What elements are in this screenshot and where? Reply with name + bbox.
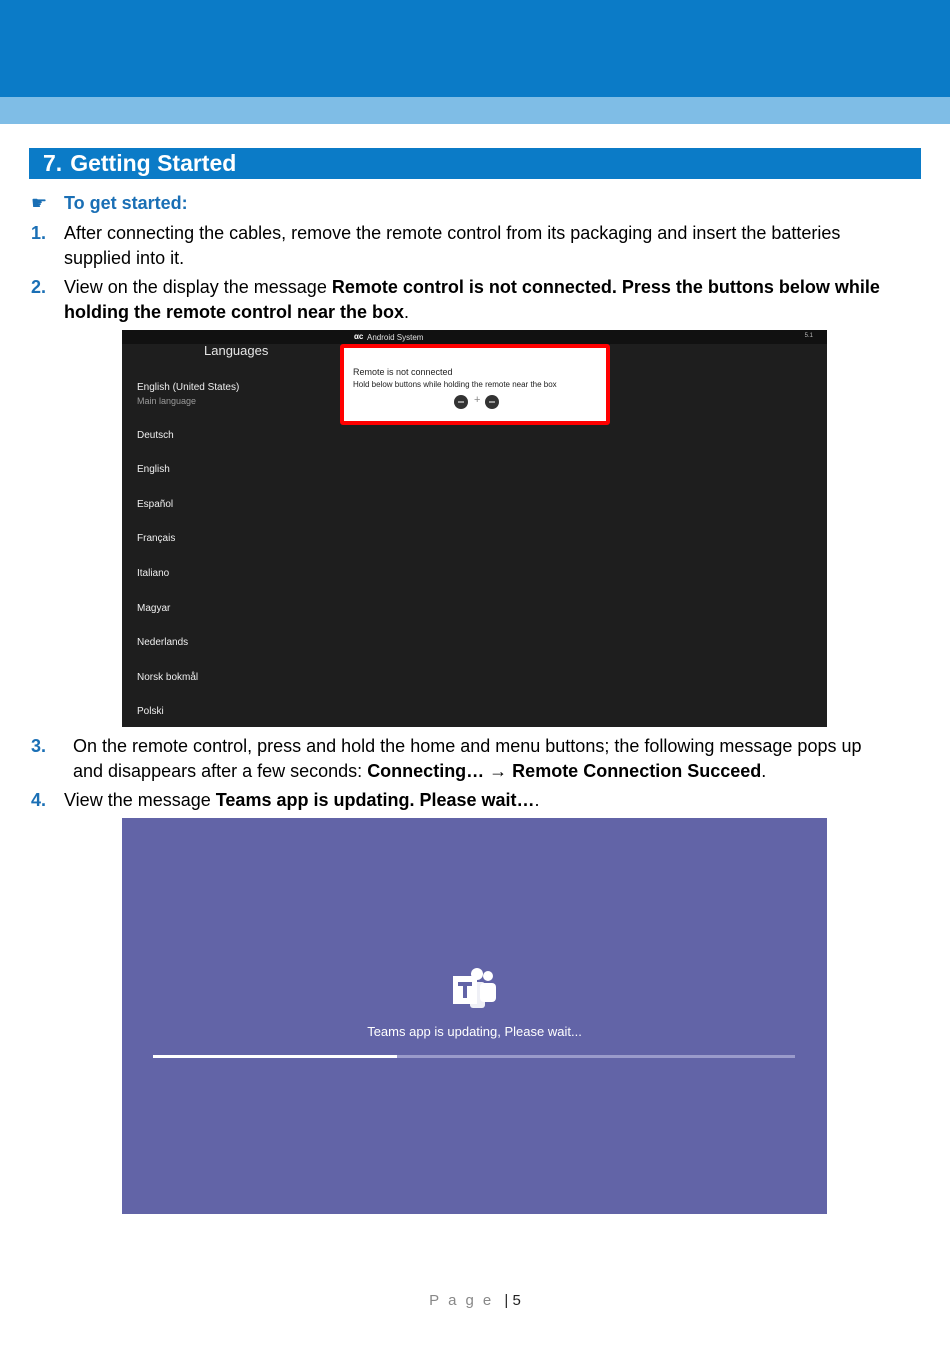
step-2-post: . — [404, 302, 410, 322]
language-item-8[interactable]: Norsk bokmål — [137, 672, 199, 683]
teams-logo-icon — [450, 966, 500, 1016]
step-1-line-2: supplied into it. — [64, 248, 185, 268]
section-heading — [29, 148, 921, 179]
progress-bar — [153, 1055, 795, 1058]
status-bar — [122, 330, 827, 344]
page-separator: | — [504, 1292, 509, 1309]
section-number: 7. — [43, 150, 63, 176]
step-4-text — [64, 788, 894, 813]
page-footer — [0, 1292, 950, 1309]
language-item-0[interactable]: English (United States) — [137, 382, 240, 393]
step-3-line-1: On the remote control, press and hold the home and menu buttons; the following message pops up — [73, 736, 862, 756]
language-item-2[interactable]: English — [137, 464, 170, 475]
language-item-5[interactable]: Italiano — [137, 568, 170, 579]
step-number-4: 4. — [31, 790, 47, 810]
popup-message: Hold below buttons while holding the remote near the box — [353, 380, 557, 389]
status-logo: αc — [354, 332, 364, 341]
step-1-line-1: After connecting the cables, remove the remote control from its packaging and insert the batteries — [64, 223, 841, 243]
menu-button-icon — [485, 395, 499, 409]
language-item-1[interactable]: Deutsch — [137, 430, 174, 441]
page-label: Page — [429, 1292, 501, 1309]
popup-title: Remote is not connected — [353, 367, 453, 377]
plus-sign: + — [474, 394, 481, 406]
step-3-text — [73, 734, 923, 784]
teams-updating-screen — [122, 818, 827, 1214]
android-language-screen — [122, 330, 827, 727]
language-item-0-sub: Main language — [137, 396, 197, 406]
language-item-4[interactable]: Français — [137, 533, 176, 544]
step-1-text — [64, 221, 894, 271]
teams-update-message: Teams app is updating, Please wait... — [367, 1024, 582, 1039]
step-2-bold-2: holding the remote control near the box — [64, 302, 405, 322]
step-4-post: . — [534, 790, 540, 810]
step-number-3: 3. — [31, 736, 47, 756]
step-4-pre: View the message — [64, 790, 216, 810]
pointing-hand-icon: ☛ — [31, 193, 48, 213]
language-item-9[interactable]: Polski — [137, 706, 164, 717]
language-item-3[interactable]: Español — [137, 499, 174, 510]
step-2-text — [64, 275, 894, 325]
section-title: Getting Started — [70, 150, 237, 176]
step-number-2: 2. — [31, 277, 47, 297]
status-title: Android System — [367, 333, 424, 342]
step-3-bold: Connecting… → Remote Connection Succeed — [367, 761, 762, 781]
step-3-post: . — [761, 761, 767, 781]
progress-bar-fill — [153, 1055, 397, 1058]
remote-not-connected-popup — [340, 344, 610, 425]
home-button-icon — [454, 395, 468, 409]
languages-title: Languages — [204, 343, 269, 358]
header-band — [0, 0, 950, 97]
step-4-bold: Teams app is updating. Please wait… — [215, 790, 535, 810]
page-number: 5 — [512, 1292, 521, 1309]
step-3-pre: and disappears after a few seconds: — [73, 761, 368, 781]
language-item-7[interactable]: Nederlands — [137, 637, 189, 648]
step-number-1: 1. — [31, 223, 47, 243]
popup-buttons — [454, 395, 504, 409]
step-2-bold-1: Remote control is not connected. Press the buttons below while — [331, 277, 880, 297]
language-item-6[interactable]: Magyar — [137, 603, 171, 614]
header-band-light — [0, 97, 950, 124]
step-2-pre: View on the display the message — [64, 277, 332, 297]
intro-text: To get started: — [64, 193, 188, 213]
status-indicator: 5.1 — [804, 333, 813, 339]
